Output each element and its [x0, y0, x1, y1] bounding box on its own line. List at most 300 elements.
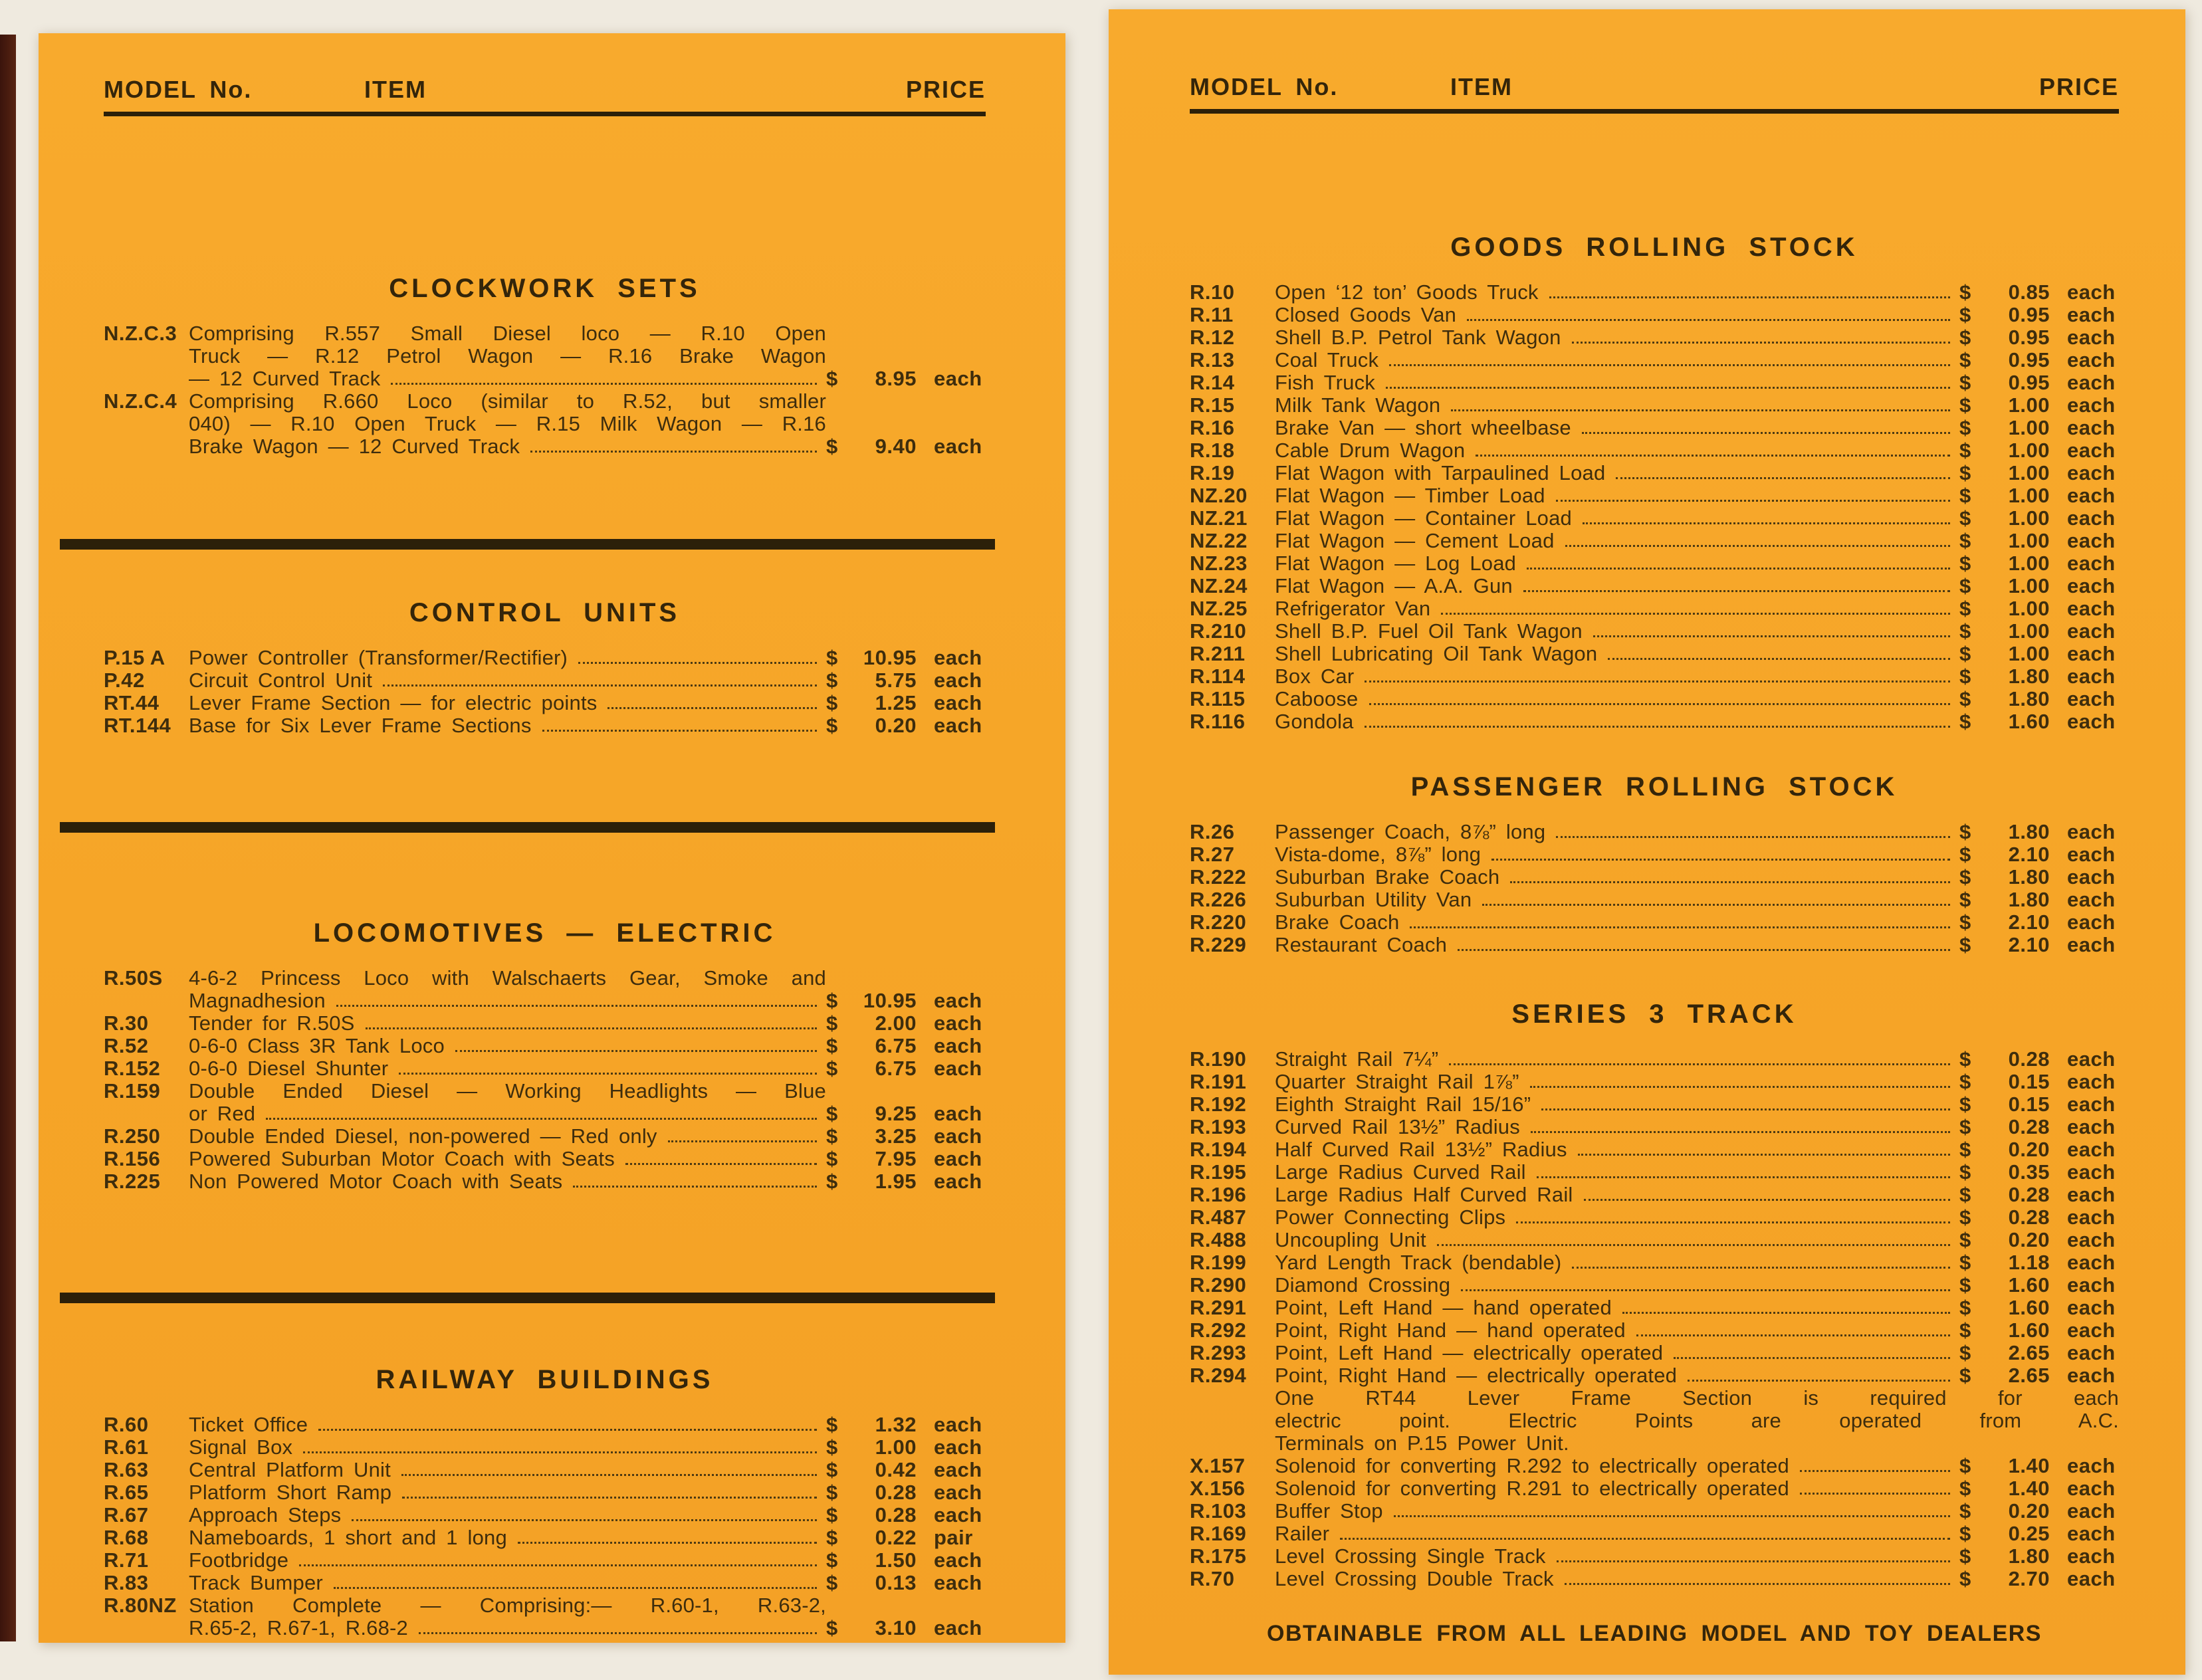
price-cell	[1959, 1319, 2119, 1342]
item-description	[189, 1526, 826, 1549]
model-number: R.152	[104, 1057, 161, 1080]
item-line-text: Straight Rail 7¼”	[1275, 1047, 1439, 1071]
dollar-sign: $	[826, 1170, 838, 1193]
item-line-text: 4-6-2 Princess Loco with Walschaerts Gear, Smoke and	[189, 966, 826, 990]
item-description	[189, 1549, 826, 1572]
item-line-text: Brake Coach	[1275, 910, 1400, 934]
item-line-text: Quarter Straight Rail 1⅞”	[1275, 1070, 1519, 1093]
item-line-text: Solenoid for converting R.291 to electrically operated	[1275, 1477, 1789, 1500]
item-line	[1275, 462, 1959, 484]
price-row	[1190, 1297, 2119, 1319]
dotted-leader	[299, 1564, 817, 1566]
price-cell	[1959, 1093, 2119, 1116]
price-cell	[826, 990, 986, 1012]
price-row	[1190, 1364, 2119, 1387]
item-line	[189, 390, 826, 413]
dollar-sign: $	[826, 1503, 838, 1526]
section-title: CONTROL UNITS	[409, 598, 681, 627]
price-amount: 1.95	[875, 1170, 917, 1193]
price-cell	[826, 435, 986, 458]
price-cell	[1959, 1251, 2119, 1274]
price-unit: each	[2067, 1251, 2116, 1274]
dotted-leader	[399, 1073, 817, 1075]
model-number: R.80NZ	[104, 1594, 177, 1617]
dollar-sign: $	[826, 646, 838, 669]
item-line-text: Powered Suburban Motor Coach with Seats	[189, 1147, 615, 1170]
price-unit: each	[934, 646, 982, 669]
price-amount: 3.25	[875, 1124, 917, 1148]
dollar-sign: $	[826, 1034, 838, 1057]
column-header-price: PRICE	[905, 76, 986, 103]
note-row	[1190, 1387, 2119, 1455]
item-line-text: Tender for R.50S	[189, 1011, 355, 1035]
dollar-sign: $	[1959, 1296, 1971, 1319]
item-description	[1275, 439, 1959, 462]
price-cell	[826, 1459, 986, 1481]
price-cell	[1959, 394, 2119, 417]
item-description	[1275, 1297, 1959, 1319]
price-amount: 1.60	[2008, 1273, 2050, 1297]
item-line	[1275, 417, 1959, 439]
model-number: R.83	[104, 1571, 149, 1594]
item-line-text: Flat Wagon — Log Load	[1275, 552, 1517, 575]
item-line	[1275, 371, 1959, 394]
section	[1190, 999, 2119, 1590]
dollar-sign: $	[1959, 1070, 1971, 1093]
price-amount: 0.20	[875, 714, 917, 737]
price-cell	[1959, 1116, 2119, 1138]
dotted-leader	[1527, 568, 1950, 570]
price-unit: each	[934, 1458, 982, 1481]
price-amount: 1.40	[2008, 1477, 2050, 1500]
section-title: CLOCKWORK SETS	[389, 274, 701, 303]
price-amount: 5.75	[875, 669, 917, 692]
item-description	[1275, 507, 1959, 530]
item-line-text: Brake Wagon — 12 Curved Track	[189, 435, 520, 458]
item-description	[1275, 304, 1959, 326]
item-line-text: Refrigerator Van	[1275, 597, 1431, 620]
dotted-leader	[573, 1186, 817, 1188]
dotted-leader	[1530, 1086, 1950, 1088]
price-cell	[1959, 349, 2119, 371]
item-line	[1275, 620, 1959, 643]
model-number: R.15	[1190, 393, 1235, 417]
price-amount: 1.00	[2008, 439, 2050, 462]
price-cell	[826, 1148, 986, 1170]
dollar-sign: $	[1959, 843, 1971, 866]
price-cell	[826, 1414, 986, 1436]
model-number: R.292	[1190, 1318, 1247, 1342]
price-unit: each	[2067, 1341, 2116, 1364]
item-line-text: Point, Right Hand — hand operated	[1275, 1318, 1626, 1342]
price-amount: 2.65	[2008, 1364, 2050, 1387]
price-amount: 1.32	[875, 1413, 917, 1436]
item-line-text: Restaurant Coach	[1275, 933, 1448, 956]
model-number: R.220	[1190, 910, 1247, 934]
item-description	[1275, 1184, 1959, 1206]
item-line	[1275, 934, 1959, 956]
price-unit: each	[934, 1571, 982, 1594]
dotted-leader	[1441, 613, 1950, 615]
price-amount: 1.40	[2008, 1454, 2050, 1477]
price-unit: each	[2067, 1499, 2116, 1522]
model-number: R.191	[1190, 1070, 1247, 1093]
price-row	[1190, 1251, 2119, 1274]
price-amount: 1.60	[2008, 710, 2050, 733]
dollar-sign: $	[826, 1458, 838, 1481]
price-row	[1190, 620, 2119, 643]
dollar-sign: $	[1959, 371, 1971, 394]
model-number: R.192	[1190, 1093, 1247, 1116]
price-amount: 0.85	[2008, 280, 2050, 304]
model-number: R.222	[1190, 865, 1247, 889]
item-line	[1275, 281, 1959, 304]
item-line	[1275, 1297, 1959, 1319]
dollar-sign: $	[1959, 1047, 1971, 1071]
price-unit: each	[2067, 1070, 2116, 1093]
price-row	[1190, 1093, 2119, 1116]
item-description	[189, 1481, 826, 1504]
price-unit: each	[2067, 642, 2116, 665]
price-amount: 1.00	[875, 1435, 917, 1459]
dotted-leader	[383, 684, 817, 686]
item-line-text: Central Platform Unit	[189, 1458, 391, 1481]
dotted-leader	[578, 662, 817, 664]
item-line	[1275, 1319, 1959, 1342]
price-row	[1190, 439, 2119, 462]
price-unit: each	[2067, 303, 2116, 326]
price-row	[104, 1594, 986, 1639]
item-line-text: Power Controller (Transformer/Rectifier)	[189, 646, 568, 669]
item-description	[189, 1012, 826, 1035]
dotted-leader	[1549, 296, 1950, 298]
item-description	[1275, 1545, 1959, 1568]
item-line	[1275, 552, 1959, 575]
dotted-leader	[1541, 1108, 1950, 1110]
dollar-sign: $	[1959, 461, 1971, 484]
item-line-text: Point, Left Hand — hand operated	[1275, 1296, 1612, 1319]
item-description	[1275, 1206, 1959, 1229]
dotted-leader	[1800, 1493, 1950, 1495]
model-number: R.199	[1190, 1251, 1247, 1274]
item-line	[1275, 507, 1959, 530]
item-line-text: Vista-dome, 8⅞” long	[1275, 843, 1482, 866]
price-cell	[1959, 575, 2119, 597]
dotted-leader	[1482, 904, 1950, 906]
price-amount: 0.13	[875, 1571, 917, 1594]
dollar-sign: $	[826, 669, 838, 692]
item-description	[189, 1080, 826, 1125]
model-number: R.65	[104, 1481, 149, 1504]
item-description	[1275, 1477, 1959, 1500]
price-row	[1190, 1184, 2119, 1206]
price-amount: 1.50	[875, 1548, 917, 1572]
price-unit: each	[2067, 1364, 2116, 1387]
model-number: R.211	[1190, 642, 1246, 665]
item-line-text: Buffer Stop	[1275, 1499, 1383, 1522]
dollar-sign: $	[1959, 619, 1971, 643]
price-amount: 1.25	[875, 691, 917, 714]
item-description	[1275, 484, 1959, 507]
price-row	[104, 1125, 986, 1148]
price-cell	[1959, 530, 2119, 552]
price-unit: each	[2067, 506, 2116, 530]
price-amount: 1.00	[2008, 416, 2050, 439]
dollar-sign: $	[1959, 888, 1971, 911]
dotted-leader	[336, 1005, 817, 1007]
price-amount: 9.25	[875, 1102, 917, 1125]
dotted-leader	[1688, 1380, 1950, 1382]
item-line-text: or Red	[189, 1102, 256, 1125]
price-row	[104, 1148, 986, 1170]
dollar-sign: $	[1959, 1160, 1971, 1184]
price-unit: each	[2067, 1522, 2116, 1545]
item-line	[189, 322, 826, 345]
item-description	[1275, 1116, 1959, 1138]
price-unit: each	[2067, 1273, 2116, 1297]
price-cell	[1959, 371, 2119, 394]
model-number: R.13	[1190, 348, 1235, 371]
price-unit: each	[2067, 665, 2116, 688]
price-row	[104, 714, 986, 737]
price-unit: each	[934, 435, 982, 458]
item-line-text: Signal Box	[189, 1435, 293, 1459]
dollar-sign: $	[826, 1571, 838, 1594]
price-unit: each	[2067, 461, 2116, 484]
model-number: R.290	[1190, 1273, 1247, 1297]
price-cell	[1959, 866, 2119, 889]
item-description	[1275, 1251, 1959, 1274]
price-amount: 0.28	[875, 1481, 917, 1504]
price-cell	[826, 669, 986, 692]
price-cell	[1959, 552, 2119, 575]
item-description	[189, 967, 826, 1012]
dollar-sign: $	[1959, 506, 1971, 530]
price-amount: 10.95	[863, 646, 917, 669]
dollar-sign: $	[1959, 1138, 1971, 1161]
item-line-text: Flat Wagon — Container Load	[1275, 506, 1572, 530]
item-description	[189, 669, 826, 692]
price-cell	[1959, 462, 2119, 484]
dotted-leader	[607, 707, 817, 709]
item-line-text: Railer	[1275, 1522, 1330, 1545]
price-row	[1190, 1477, 2119, 1500]
dotted-leader	[419, 1632, 817, 1634]
price-row	[1190, 1071, 2119, 1093]
price-unit: each	[934, 1413, 982, 1436]
price-amount: 1.80	[2008, 865, 2050, 889]
item-line	[189, 1080, 826, 1102]
dollar-sign: $	[1959, 393, 1971, 417]
item-line-text: electric point. Electric Points are operated from A.C.	[1275, 1409, 2119, 1432]
price-row	[104, 1481, 986, 1504]
dotted-leader	[1386, 387, 1950, 389]
dollar-sign: $	[1959, 348, 1971, 371]
dotted-leader	[1572, 1267, 1950, 1269]
dollar-sign: $	[826, 1057, 838, 1080]
item-line	[189, 345, 826, 368]
dotted-leader	[1572, 342, 1950, 344]
item-line-text: Shell B.P. Fuel Oil Tank Wagon	[1275, 619, 1583, 643]
price-unit: each	[2067, 1567, 2116, 1590]
price-unit: each	[934, 1102, 982, 1125]
item-description	[1275, 1568, 1959, 1590]
item-line	[1275, 1432, 2119, 1455]
price-unit: each	[934, 1034, 982, 1057]
model-number: R.487	[1190, 1206, 1247, 1229]
item-line	[1275, 326, 1959, 349]
price-cell	[826, 1057, 986, 1080]
dollar-sign: $	[1959, 280, 1971, 304]
model-number: R.195	[1190, 1160, 1247, 1184]
item-description	[1275, 643, 1959, 665]
price-amount: 1.00	[2008, 619, 2050, 643]
item-line	[189, 692, 826, 714]
price-cell	[1959, 1161, 2119, 1184]
price-unit: each	[2067, 1138, 2116, 1161]
price-row	[104, 1414, 986, 1436]
price-cell	[826, 1572, 986, 1594]
price-row	[104, 1012, 986, 1035]
dollar-sign: $	[1959, 1567, 1971, 1590]
dotted-leader	[401, 1474, 817, 1476]
model-number: NZ.22	[1190, 529, 1248, 552]
item-description	[1275, 1229, 1959, 1251]
model-number: R.63	[104, 1458, 149, 1481]
dotted-leader	[318, 1429, 817, 1431]
model-number: R.116	[1190, 710, 1246, 733]
price-unit: each	[934, 1170, 982, 1193]
item-description	[1275, 530, 1959, 552]
price-amount: 0.28	[875, 1503, 917, 1526]
price-amount: 8.95	[875, 367, 917, 390]
price-unit: each	[934, 1616, 982, 1639]
price-row	[1190, 1500, 2119, 1522]
price-unit: each	[2067, 348, 2116, 371]
item-description	[189, 1594, 826, 1639]
price-unit: each	[934, 669, 982, 692]
price-cell	[1959, 1297, 2119, 1319]
dollar-sign: $	[1959, 910, 1971, 934]
price-amount: 2.10	[2008, 843, 2050, 866]
item-line-text: — 12 Curved Track	[189, 367, 381, 390]
price-amount: 1.00	[2008, 506, 2050, 530]
dollar-sign: $	[1959, 416, 1971, 439]
price-unit: each	[2067, 1318, 2116, 1342]
price-cell	[1959, 439, 2119, 462]
item-line	[1275, 1410, 2119, 1432]
item-line	[1275, 1048, 1959, 1071]
price-cell	[826, 1170, 986, 1193]
dotted-leader	[402, 1497, 817, 1499]
item-line-text: 040) — R.10 Open Truck — R.15 Milk Wagon — R.16	[189, 412, 826, 435]
dotted-leader	[1476, 455, 1950, 457]
dotted-leader	[1451, 409, 1950, 411]
item-description	[1275, 934, 1959, 956]
model-number: R.16	[1190, 416, 1235, 439]
model-number: R.10	[1190, 280, 1235, 304]
price-amount: 2.70	[2008, 1567, 2050, 1590]
scan-binding-edge	[0, 35, 16, 1641]
price-row	[1190, 911, 2119, 934]
dotted-leader	[352, 1519, 817, 1521]
dollar-sign: $	[826, 1481, 838, 1504]
price-amount: 0.15	[2008, 1070, 2050, 1093]
price-unit: each	[2067, 1296, 2116, 1319]
section-title: PASSENGER ROLLING STOCK	[1410, 772, 1898, 801]
dollar-sign: $	[826, 714, 838, 737]
item-description	[1275, 417, 1959, 439]
item-line-text: Level Crossing Double Track	[1275, 1567, 1554, 1590]
price-unit: each	[2067, 1206, 2116, 1229]
item-line	[189, 413, 826, 435]
price-amount: 10.95	[863, 989, 917, 1012]
price-row	[104, 1035, 986, 1057]
dotted-leader	[1523, 590, 1950, 592]
item-line	[1275, 866, 1959, 889]
model-number: R.114	[1190, 665, 1246, 688]
item-line-text: Suburban Brake Coach	[1275, 865, 1500, 889]
price-unit: each	[934, 714, 982, 737]
price-cell	[826, 1102, 986, 1125]
item-line	[189, 1526, 826, 1549]
item-line-text: Closed Goods Van	[1275, 303, 1457, 326]
price-row	[1190, 688, 2119, 710]
model-number: RT.144	[104, 714, 171, 737]
item-description	[1275, 1071, 1959, 1093]
price-cell	[1959, 934, 2119, 956]
item-line	[1275, 821, 1959, 843]
item-line-text: Open ‘12 ton’ Goods Truck	[1275, 280, 1539, 304]
item-description	[1275, 462, 1959, 484]
section	[1190, 232, 2119, 733]
dotted-leader	[1531, 1131, 1950, 1133]
item-line-text: Large Radius Curved Rail	[1275, 1160, 1526, 1184]
model-number: R.61	[104, 1435, 149, 1459]
price-row	[104, 1170, 986, 1193]
section-divider-bar	[60, 1293, 995, 1303]
price-cell	[826, 368, 986, 390]
price-unit: each	[2067, 910, 2116, 934]
item-line	[1275, 1545, 1959, 1568]
item-description	[1275, 1048, 1959, 1071]
dotted-leader	[1458, 949, 1950, 951]
model-number: R.103	[1190, 1499, 1247, 1522]
item-line	[189, 1057, 826, 1080]
item-description	[1275, 552, 1959, 575]
price-cell	[1959, 710, 2119, 733]
item-line-text: Shell B.P. Petrol Tank Wagon	[1275, 326, 1561, 349]
item-line	[1275, 643, 1959, 665]
price-unit: each	[2067, 552, 2116, 575]
dotted-leader	[1410, 926, 1950, 928]
item-line-text: Flat Wagon — A.A. Gun	[1275, 574, 1513, 597]
item-description	[1275, 911, 1959, 934]
dollar-sign: $	[1959, 1341, 1971, 1364]
section-title: SERIES 3 TRACK	[1511, 999, 1797, 1029]
item-description	[189, 1414, 826, 1436]
price-unit: each	[934, 1548, 982, 1572]
price-unit: each	[2067, 439, 2116, 462]
price-amount: 0.95	[2008, 326, 2050, 349]
price-amount: 1.00	[2008, 393, 2050, 417]
price-amount: 0.20	[2008, 1138, 2050, 1161]
item-line-text: Double Ended Diesel — Working Headlights — Blue	[189, 1079, 826, 1102]
item-description	[1275, 1500, 1959, 1522]
price-row	[104, 1080, 986, 1125]
price-row	[1190, 349, 2119, 371]
model-number: R.250	[104, 1124, 161, 1148]
